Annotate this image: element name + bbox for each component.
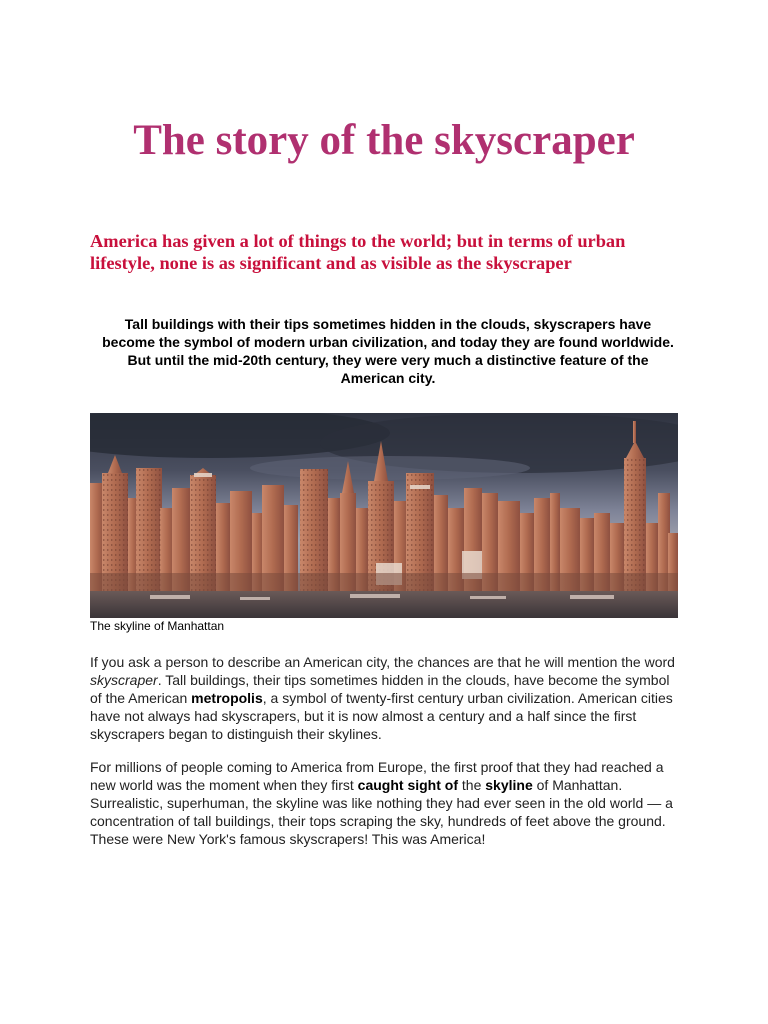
paragraph-text: For millions of people coming to America from Europe, the first proof that they had reached a new world was the moment when they first bbox=[90, 759, 664, 793]
manhattan-skyline-photo bbox=[90, 413, 678, 618]
paragraph-text: of Manhattan. Surrealistic, superhuman, the skyline was like nothing they had ever seen in the old world — a concentration of tall buildings, their tops scraping the sky, hundreds of feet above the ground. These were New York's famous skyscrapers! This was America! bbox=[90, 777, 673, 847]
body-paragraph-2 bbox=[90, 758, 678, 848]
subtitle: America has given a lot of things to the world; but in terms of urban lifestyle, none is as significant and as visible as the skyscraper bbox=[90, 231, 626, 273]
intro-paragraph: Tall buildings with their tips sometimes hidden in the clouds, skyscrapers have become the symbol of modern urban civilization, and today they are found worldwide. But until the mid-20th century, they were very much a distinctive feature of the American city. bbox=[102, 316, 674, 386]
paragraph-text: , a symbol of twenty-first century urban civilization. American cities have not always had skyscrapers, but it is now almost a century and a half since the first skyscrapers began to distinguish their skylines. bbox=[90, 690, 673, 742]
page-title: The story of the skyscraper bbox=[133, 117, 635, 164]
bold-term-skyline: skyline bbox=[485, 777, 533, 793]
paragraph-text: . Tall buildings, their tips sometimes hidden in the clouds, have become the symbol of the American bbox=[90, 672, 670, 706]
italic-term-skyscraper: skyscraper bbox=[90, 672, 158, 688]
bold-term-metropolis: metropolis bbox=[191, 690, 263, 706]
paragraph-text: If you ask a person to describe an American city, the chances are that he will mention the word bbox=[90, 654, 675, 670]
body-paragraph-1 bbox=[90, 653, 678, 743]
paragraph-text: the bbox=[458, 777, 486, 793]
bold-term-caught-sight-of: caught sight of bbox=[357, 777, 458, 793]
image-caption: The skyline of Manhattan bbox=[90, 619, 225, 633]
